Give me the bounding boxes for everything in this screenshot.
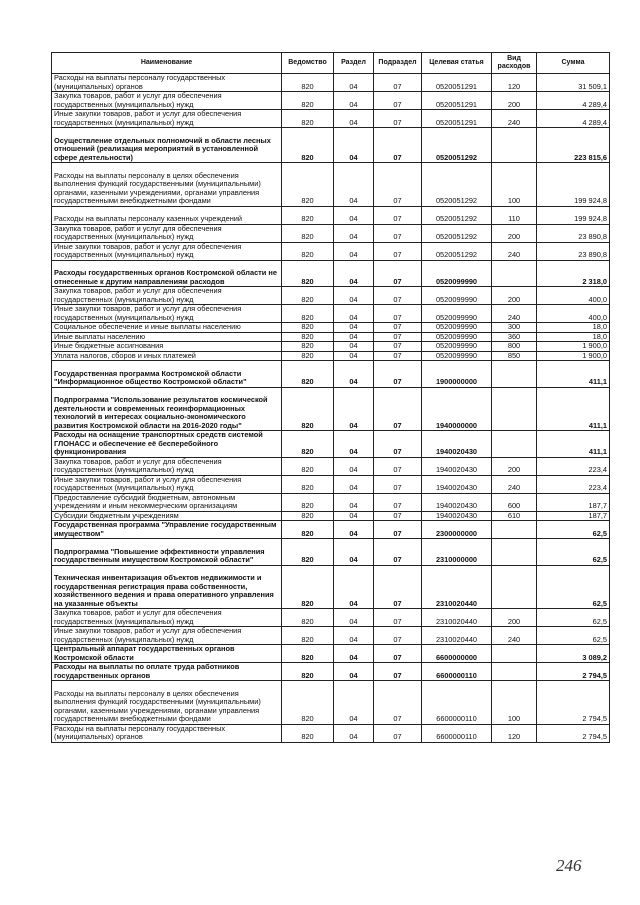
cell-sum: 400,0	[537, 305, 610, 323]
cell-name: Иные выплаты населению	[52, 332, 282, 342]
cell-name: Расходы на выплаты по оплате труда работников государственных органов	[52, 663, 282, 681]
table-row	[52, 206, 610, 224]
cell-expense-type: 240	[492, 242, 537, 260]
cell-target: 0520051292	[422, 242, 492, 260]
cell-department: 820	[282, 110, 334, 128]
cell-expense-type: 100	[492, 681, 537, 725]
cell-section: 04	[334, 681, 374, 725]
cell-name: Социальное обеспечение и иные выплаты населению	[52, 323, 282, 333]
cell-sum: 62,5	[537, 539, 610, 566]
cell-target: 6600000110	[422, 663, 492, 681]
budget-table	[51, 52, 610, 743]
cell-subsection: 07	[374, 511, 422, 521]
cell-department: 820	[282, 663, 334, 681]
cell-expense-type: 200	[492, 457, 537, 475]
cell-section: 04	[334, 431, 374, 458]
cell-target: 0520051292	[422, 224, 492, 242]
table-header-row	[52, 53, 610, 74]
cell-sum: 4 289,4	[537, 110, 610, 128]
cell-expense-type: 200	[492, 92, 537, 110]
cell-section: 04	[334, 645, 374, 663]
cell-department: 820	[282, 565, 334, 609]
cell-name: Иные закупки товаров, работ и услуг для обеспечения государственных (муниципальных) нужд	[52, 627, 282, 645]
table-row	[52, 163, 610, 207]
cell-expense-type: 300	[492, 323, 537, 333]
header-subsection: Подраздел	[374, 53, 422, 74]
cell-sum: 18,0	[537, 323, 610, 333]
cell-sum: 3 089,2	[537, 645, 610, 663]
cell-sum: 2 794,5	[537, 724, 610, 742]
cell-expense-type: 850	[492, 351, 537, 361]
cell-expense-type: 360	[492, 332, 537, 342]
cell-department: 820	[282, 351, 334, 361]
cell-target: 0520099990	[422, 342, 492, 352]
cell-department: 820	[282, 163, 334, 207]
cell-name: Центральный аппарат государственных органов Костромской области	[52, 645, 282, 663]
cell-subsection: 07	[374, 475, 422, 493]
cell-subsection: 07	[374, 645, 422, 663]
header-section: Раздел	[334, 53, 374, 74]
cell-subsection: 07	[374, 206, 422, 224]
table-row	[52, 539, 610, 566]
table-row	[52, 565, 610, 609]
cell-section: 04	[334, 511, 374, 521]
cell-section: 04	[334, 128, 374, 163]
cell-section: 04	[334, 206, 374, 224]
cell-target: 1940020430	[422, 457, 492, 475]
cell-department: 820	[282, 287, 334, 305]
cell-name: Техническая инвентаризация объектов недвижимости и государственная регистрация права собственности, хозяйственного ведения и права оперативного управления на указанные объекты	[52, 565, 282, 609]
cell-subsection: 07	[374, 627, 422, 645]
cell-department: 820	[282, 511, 334, 521]
cell-target: 0520051291	[422, 74, 492, 92]
cell-target: 6600000110	[422, 681, 492, 725]
cell-target: 0520099990	[422, 332, 492, 342]
cell-name: Расходы на выплаты персоналу казенных учреждений	[52, 206, 282, 224]
table-row	[52, 92, 610, 110]
cell-target: 1940020430	[422, 493, 492, 511]
cell-subsection: 07	[374, 242, 422, 260]
cell-subsection: 07	[374, 724, 422, 742]
cell-department: 820	[282, 342, 334, 352]
cell-target: 1900000000	[422, 361, 492, 388]
table-row	[52, 627, 610, 645]
cell-section: 04	[334, 539, 374, 566]
cell-department: 820	[282, 493, 334, 511]
cell-sum: 1 900,0	[537, 351, 610, 361]
cell-subsection: 07	[374, 110, 422, 128]
cell-section: 04	[334, 493, 374, 511]
table-row	[52, 645, 610, 663]
cell-name: Расходы на выплаты персоналу в целях обеспечения выполнения функций государственными (муниципальными) органами, казенными учреждениями, органами управления государственными внебюджетными фондами	[52, 681, 282, 725]
cell-target: 1940020430	[422, 431, 492, 458]
cell-subsection: 07	[374, 163, 422, 207]
cell-department: 820	[282, 92, 334, 110]
cell-name: Расходы государственных органов Костромской области не отнесенные к другим направлениям расходов	[52, 260, 282, 287]
cell-name: Государственная программа "Управление государственным имуществом"	[52, 521, 282, 539]
cell-sum: 31 509,1	[537, 74, 610, 92]
cell-expense-type: 240	[492, 627, 537, 645]
cell-section: 04	[334, 724, 374, 742]
cell-name: Закупка товаров, работ и услуг для обеспечения государственных (муниципальных) нужд	[52, 224, 282, 242]
cell-sum: 62,5	[537, 609, 610, 627]
cell-section: 04	[334, 457, 374, 475]
cell-target: 1940000000	[422, 387, 492, 431]
table-row	[52, 493, 610, 511]
cell-sum: 411,1	[537, 361, 610, 388]
table-row	[52, 724, 610, 742]
cell-expense-type: 120	[492, 74, 537, 92]
cell-section: 04	[334, 609, 374, 627]
table-row	[52, 521, 610, 539]
cell-subsection: 07	[374, 342, 422, 352]
cell-sum: 62,5	[537, 521, 610, 539]
cell-name: Закупка товаров, работ и услуг для обеспечения государственных (муниципальных) нужд	[52, 287, 282, 305]
cell-expense-type: 600	[492, 493, 537, 511]
cell-subsection: 07	[374, 539, 422, 566]
cell-department: 820	[282, 74, 334, 92]
cell-department: 820	[282, 645, 334, 663]
cell-target: 2310020440	[422, 565, 492, 609]
table-row	[52, 457, 610, 475]
cell-section: 04	[334, 663, 374, 681]
cell-expense-type	[492, 565, 537, 609]
table-row	[52, 287, 610, 305]
cell-department: 820	[282, 332, 334, 342]
cell-expense-type	[492, 361, 537, 388]
cell-target: 0520051292	[422, 128, 492, 163]
cell-expense-type: 200	[492, 287, 537, 305]
cell-subsection: 07	[374, 351, 422, 361]
cell-department: 820	[282, 361, 334, 388]
table-row	[52, 110, 610, 128]
table-row	[52, 242, 610, 260]
cell-subsection: 07	[374, 92, 422, 110]
cell-section: 04	[334, 92, 374, 110]
cell-sum: 1 900,0	[537, 342, 610, 352]
cell-department: 820	[282, 206, 334, 224]
cell-target: 6600000000	[422, 645, 492, 663]
cell-section: 04	[334, 110, 374, 128]
cell-expense-type	[492, 645, 537, 663]
cell-expense-type	[492, 663, 537, 681]
cell-expense-type: 200	[492, 609, 537, 627]
cell-section: 04	[334, 332, 374, 342]
cell-subsection: 07	[374, 663, 422, 681]
cell-name: Расходы на выплаты персоналу в целях обеспечения выполнения функций государственными (муниципальными) органами, казенными учреждениями, органами управления государственными внебюджетными фондами	[52, 163, 282, 207]
cell-department: 820	[282, 242, 334, 260]
table-row	[52, 74, 610, 92]
cell-expense-type	[492, 128, 537, 163]
cell-name: Иные закупки товаров, работ и услуг для обеспечения государственных (муниципальных) нужд	[52, 242, 282, 260]
cell-section: 04	[334, 565, 374, 609]
header-sum: Сумма	[537, 53, 610, 74]
cell-name: Предоставление субсидий бюджетным, автономным учреждениям и иным некоммерческим организациям	[52, 493, 282, 511]
cell-section: 04	[334, 163, 374, 207]
cell-name: Иные закупки товаров, работ и услуг для обеспечения государственных (муниципальных) нужд	[52, 110, 282, 128]
cell-expense-type	[492, 387, 537, 431]
cell-target: 2300000000	[422, 521, 492, 539]
cell-target: 0520051292	[422, 163, 492, 207]
cell-target: 2310000000	[422, 539, 492, 566]
cell-section: 04	[334, 521, 374, 539]
cell-department: 820	[282, 128, 334, 163]
cell-target: 0520051291	[422, 110, 492, 128]
page-number: 246	[556, 856, 582, 875]
cell-department: 820	[282, 323, 334, 333]
cell-name: Государственная программа Костромской области "Информационное общество Костромской области"	[52, 361, 282, 388]
cell-target: 2310020440	[422, 609, 492, 627]
cell-expense-type: 800	[492, 342, 537, 352]
cell-expense-type: 240	[492, 305, 537, 323]
cell-sum: 411,1	[537, 387, 610, 431]
cell-sum: 223,4	[537, 457, 610, 475]
header-expense-type: Вид расходов	[492, 53, 537, 74]
cell-name: Иные закупки товаров, работ и услуг для обеспечения государственных (муниципальных) нужд	[52, 475, 282, 493]
cell-section: 04	[334, 287, 374, 305]
cell-subsection: 07	[374, 521, 422, 539]
cell-section: 04	[334, 342, 374, 352]
cell-name: Расходы на выплаты персоналу государственных (муниципальных) органов	[52, 724, 282, 742]
table-row	[52, 681, 610, 725]
cell-target: 0520051292	[422, 206, 492, 224]
cell-subsection: 07	[374, 224, 422, 242]
cell-department: 820	[282, 387, 334, 431]
cell-name: Подпрограмма "Использование результатов космической деятельности и современных геоинформационных технологий в интересах социально-экономического развития Костромской области на 2016-2020 годы"	[52, 387, 282, 431]
cell-subsection: 07	[374, 287, 422, 305]
cell-department: 820	[282, 627, 334, 645]
cell-sum: 18,0	[537, 332, 610, 342]
cell-sum: 23 890,8	[537, 242, 610, 260]
cell-sum: 187,7	[537, 511, 610, 521]
cell-name: Закупка товаров, работ и услуг для обеспечения государственных (муниципальных) нужд	[52, 457, 282, 475]
cell-section: 04	[334, 242, 374, 260]
cell-department: 820	[282, 521, 334, 539]
cell-department: 820	[282, 305, 334, 323]
cell-subsection: 07	[374, 128, 422, 163]
cell-sum: 187,7	[537, 493, 610, 511]
cell-name: Закупка товаров, работ и услуг для обеспечения государственных (муниципальных) нужд	[52, 609, 282, 627]
cell-sum: 223 815,6	[537, 128, 610, 163]
cell-subsection: 07	[374, 457, 422, 475]
cell-target: 2310020440	[422, 627, 492, 645]
cell-target: 6600000110	[422, 724, 492, 742]
cell-target: 0520099990	[422, 260, 492, 287]
cell-expense-type: 240	[492, 110, 537, 128]
cell-department: 820	[282, 681, 334, 725]
cell-department: 820	[282, 539, 334, 566]
table-row	[52, 342, 610, 352]
table-row	[52, 305, 610, 323]
cell-target: 0520099990	[422, 305, 492, 323]
cell-sum: 62,5	[537, 627, 610, 645]
cell-expense-type	[492, 521, 537, 539]
cell-section: 04	[334, 260, 374, 287]
cell-name: Расходы на оснащение транспортных средств системой ГЛОНАСС и обеспечение её бесперебойного функционирования	[52, 431, 282, 458]
cell-name: Осуществление отдельных полномочий в области лесных отношений (реализация мероприятий в установленной сфере деятельности)	[52, 128, 282, 163]
cell-sum: 23 890,8	[537, 224, 610, 242]
cell-section: 04	[334, 74, 374, 92]
cell-sum: 199 924,8	[537, 163, 610, 207]
cell-subsection: 07	[374, 431, 422, 458]
cell-target: 0520099990	[422, 323, 492, 333]
cell-sum: 2 318,0	[537, 260, 610, 287]
cell-section: 04	[334, 305, 374, 323]
cell-expense-type: 100	[492, 163, 537, 207]
cell-department: 820	[282, 475, 334, 493]
cell-expense-type: 200	[492, 224, 537, 242]
cell-sum: 411,1	[537, 431, 610, 458]
cell-expense-type: 110	[492, 206, 537, 224]
cell-subsection: 07	[374, 387, 422, 431]
table-row	[52, 609, 610, 627]
cell-section: 04	[334, 224, 374, 242]
table-body	[52, 74, 610, 743]
cell-subsection: 07	[374, 565, 422, 609]
cell-subsection: 07	[374, 493, 422, 511]
cell-expense-type: 240	[492, 475, 537, 493]
cell-expense-type	[492, 539, 537, 566]
cell-subsection: 07	[374, 305, 422, 323]
cell-department: 820	[282, 224, 334, 242]
cell-subsection: 07	[374, 74, 422, 92]
cell-expense-type: 610	[492, 511, 537, 521]
table-row	[52, 387, 610, 431]
cell-sum: 2 794,5	[537, 663, 610, 681]
cell-subsection: 07	[374, 260, 422, 287]
cell-subsection: 07	[374, 332, 422, 342]
table-row	[52, 260, 610, 287]
cell-department: 820	[282, 457, 334, 475]
cell-sum: 223,4	[537, 475, 610, 493]
cell-target: 1940020430	[422, 511, 492, 521]
cell-name: Подпрограмма "Повышение эффективности управления государственным имуществом Костромской области"	[52, 539, 282, 566]
header-name: Наименование	[52, 53, 282, 74]
cell-department: 820	[282, 609, 334, 627]
table-row	[52, 431, 610, 458]
cell-sum: 199 924,8	[537, 206, 610, 224]
cell-target: 0520051291	[422, 92, 492, 110]
table-row	[52, 323, 610, 333]
cell-sum: 62,5	[537, 565, 610, 609]
cell-department: 820	[282, 260, 334, 287]
cell-target: 0520099990	[422, 351, 492, 361]
cell-target: 0520099990	[422, 287, 492, 305]
cell-expense-type	[492, 431, 537, 458]
cell-name: Субсидии бюджетным учреждениям	[52, 511, 282, 521]
cell-section: 04	[334, 361, 374, 388]
cell-name: Расходы на выплаты персоналу государственных (муниципальных) органов	[52, 74, 282, 92]
table-row	[52, 361, 610, 388]
cell-sum: 2 794,5	[537, 681, 610, 725]
cell-department: 820	[282, 724, 334, 742]
cell-section: 04	[334, 387, 374, 431]
cell-section: 04	[334, 627, 374, 645]
cell-subsection: 07	[374, 681, 422, 725]
header-target: Целевая статья	[422, 53, 492, 74]
cell-name: Закупка товаров, работ и услуг для обеспечения государственных (муниципальных) нужд	[52, 92, 282, 110]
table-row	[52, 351, 610, 361]
table-row	[52, 224, 610, 242]
cell-expense-type: 120	[492, 724, 537, 742]
cell-subsection: 07	[374, 323, 422, 333]
table-row	[52, 663, 610, 681]
table-row	[52, 475, 610, 493]
cell-section: 04	[334, 323, 374, 333]
header-department: Ведомство	[282, 53, 334, 74]
cell-name: Иные закупки товаров, работ и услуг для обеспечения государственных (муниципальных) нужд	[52, 305, 282, 323]
cell-subsection: 07	[374, 609, 422, 627]
table-row	[52, 128, 610, 163]
cell-section: 04	[334, 351, 374, 361]
cell-target: 1940020430	[422, 475, 492, 493]
cell-subsection: 07	[374, 361, 422, 388]
cell-sum: 400,0	[537, 287, 610, 305]
cell-expense-type	[492, 260, 537, 287]
cell-name: Иные бюджетные ассигнования	[52, 342, 282, 352]
cell-section: 04	[334, 475, 374, 493]
cell-sum: 4 289,4	[537, 92, 610, 110]
cell-name: Уплата налогов, сборов и иных платежей	[52, 351, 282, 361]
cell-department: 820	[282, 431, 334, 458]
